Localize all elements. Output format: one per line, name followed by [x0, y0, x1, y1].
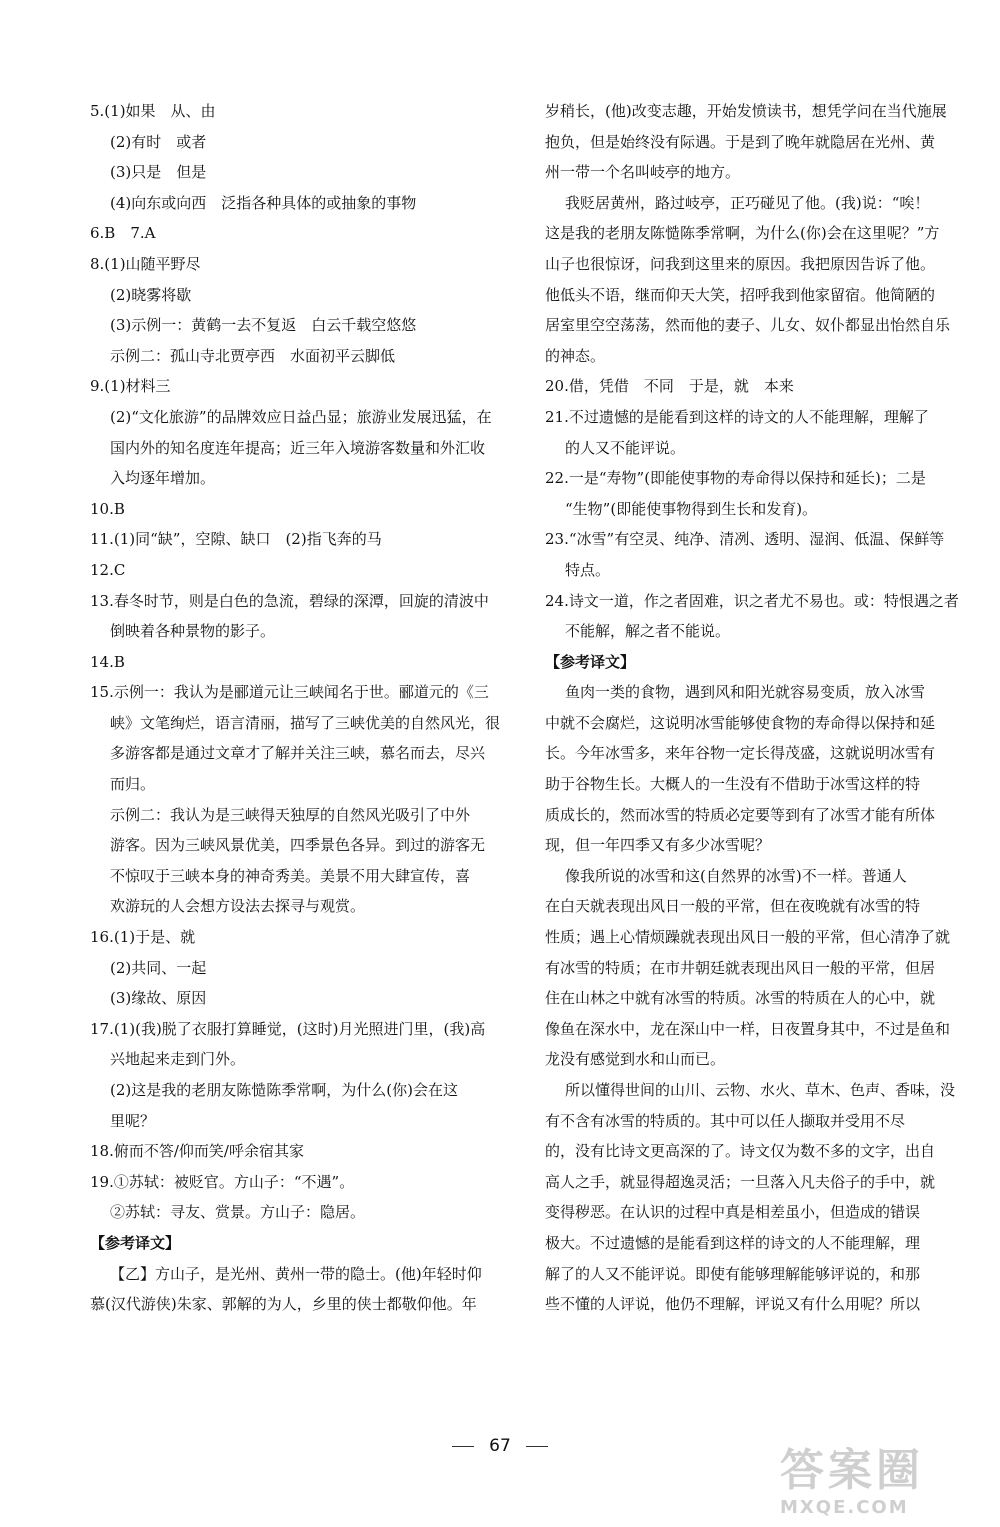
text-line: 中就不会腐烂，这说明冰雪能够使食物的寿命得以保持和延: [545, 713, 936, 732]
page-number: 67: [489, 1436, 511, 1456]
left-column: [90, 96, 520, 1320]
text-line: (2)有时 或者: [110, 132, 207, 151]
text-line: 住在山林之中就有冰雪的特质。冰雪的特质在人的心中，就: [545, 989, 936, 1008]
text-line: (3)只是 但是: [110, 163, 207, 182]
text-line: 变得秽恶。在认识的过程中真是相差虽小，但造成的错误: [545, 1203, 921, 1222]
watermark-top: 答案圈: [780, 1445, 924, 1496]
text-line: 21.不过遗憾的是能看到这样的诗文的人不能理解，理解了: [545, 407, 929, 426]
text-line: (4)向东或向西 泛指各种具体的或抽象的事物: [110, 193, 417, 212]
text-line: 州一带一个名叫岐亭的地方。: [545, 163, 741, 182]
text-line: (3)示例一：黄鹤一去不复返 白云千载空悠悠: [110, 316, 417, 335]
text-line: (3)缘故、原因: [110, 989, 207, 1008]
text-line: 示例二：我认为是三峡得天独厚的自然风光吸引了中外: [110, 805, 471, 824]
text-line: 些不懂的人评说，他仍不理解，评说又有什么用呢？所以: [545, 1295, 921, 1314]
text-line: 质成长的，然而冰雪的特质必定要等到有了冰雪才能有所体: [545, 805, 936, 824]
text-line: 24.诗文一道，作之者固难，识之者尤不易也。或：特恨遇之者: [545, 591, 959, 610]
text-line: 多游客都是通过文章才了解并关注三峡，慕名而去，尽兴: [110, 744, 486, 763]
text-line: 国内外的知名度连年提高；近三年入境游客数量和外汇收: [110, 438, 486, 457]
text-line: 像鱼在深水中，龙在深山中一样，日夜置身其中，不过是鱼和: [545, 1019, 951, 1038]
text-line: 鱼肉一类的食物，遇到风和阳光就容易变质，放入冰雪: [565, 683, 926, 702]
text-line: 龙没有感觉到水和山而已。: [545, 1050, 726, 1069]
text-line: 游客。因为三峡风景优美，四季景色各异。到过的游客无: [110, 836, 486, 855]
text-line: 12.C: [90, 560, 126, 579]
text-line: 解了的人又不能评说。即使有能够理解能够评说的，和那: [545, 1264, 921, 1283]
text-line: 峡》文笔绚烂，语言清丽，描写了三峡优美的自然风光，很: [110, 713, 501, 732]
text-line: 欢游玩的人会想方设法去探寻与观赏。: [110, 897, 366, 916]
text-line: 入均逐年增加。: [110, 469, 216, 488]
text-line: 示例二：孤山寺北贾亭西 水面初平云脚低: [110, 346, 396, 365]
text-line: (2)这是我的老朋友陈慥陈季常啊，为什么(你)会在这: [110, 1081, 458, 1099]
text-line: 极大。不过遗憾的是能看到这样的诗文的人不能理解，理: [545, 1233, 921, 1252]
text-line: 5.(1)如果 从、由: [90, 102, 216, 120]
text-line: 他低头不语，继而仰天大笑，招呼我到他家留宿。他简陋的: [545, 285, 936, 304]
text-line: (2)晓雾将歇: [110, 285, 192, 304]
text-line: 23.“冰雪”有空灵、纯净、清冽、透明、湿润、低温、保鲜等: [545, 530, 945, 549]
text-line: 高人之手，就显得超逸灵活；一旦落入凡夫俗子的手中，就: [545, 1172, 936, 1191]
text-line: (2)“文化旅游”的品牌效应日益凸显；旅游业发展迅猛，在: [110, 407, 492, 426]
text-line: 现，但一年四季又有多少冰雪呢？: [545, 836, 771, 855]
text-line: 倒映着各种景物的影子。: [110, 622, 276, 641]
section-heading: 【参考译文】: [545, 652, 636, 671]
text-line: 助于谷物生长。大概人的一生没有不借助于冰雪这样的特: [545, 775, 921, 794]
text-line: 居室里空空荡荡，然而他的妻子、儿女、奴仆都显出怡然自乐: [545, 316, 951, 335]
text-line: 20.借，凭借 不同 于是，就 本来: [545, 377, 794, 396]
text-line: 特点。: [565, 560, 611, 579]
footer-dash-left: [452, 1446, 474, 1447]
watermark-bottom: MXQE.COM: [780, 1497, 909, 1518]
text-line: 13.春冬时节，则是白色的急流，碧绿的深潭，回旋的清波中: [90, 591, 489, 610]
text-line: 的神态。: [545, 346, 606, 365]
text-line: 所以懂得世间的山川、云物、水火、草木、色声、香味，没: [565, 1081, 956, 1099]
text-line: 像我所说的冰雪和这(自然界的冰雪)不一样。普通人: [565, 866, 907, 885]
text-line: 19.①苏轼：被贬官。方山子：“不遇”。: [90, 1172, 355, 1191]
text-line: 有不含有冰雪的特质的。其中可以任人撷取并受用不尽: [545, 1111, 906, 1130]
text-line: 长。今年冰雪多，来年谷物一定长得茂盛，这就说明冰雪有: [545, 744, 936, 763]
text-line: 兴地起来走到门外。: [110, 1050, 246, 1069]
watermark-logo: [780, 1445, 990, 1525]
text-line: 9.(1)材料三: [90, 377, 171, 396]
text-line: 性质；遇上心情烦躁就表现出风日一般的平常，但心清净了就: [545, 928, 951, 947]
text-line: 17.(1)(我)脱了衣服打算睡觉，(这时)月光照进门里，(我)高: [90, 1019, 486, 1038]
right-column: [545, 96, 965, 1320]
text-line: 这是我的老朋友陈慥陈季常啊，为什么(你)会在这里呢？”方: [545, 224, 940, 243]
text-line: 在白天就表现出风日一般的平常，但在夜晚就有冰雪的特: [545, 897, 921, 916]
text-line: 18.俯而不答/仰而笑/呼余宿其家: [90, 1142, 304, 1161]
text-line: 而归。: [110, 775, 156, 794]
text-line: 15.示例一：我认为是郦道元让三峡闻名于世。郦道元的《三: [90, 683, 489, 702]
text-line: 慕(汉代游侠)朱家、郭解的为人，乡里的侠士都敬仰他。年: [90, 1295, 477, 1314]
text-line: 的，没有比诗文更高深的了。诗文仅为数不多的文字，出自: [545, 1142, 936, 1161]
text-line: 8.(1)山随平野尽: [90, 254, 201, 273]
text-line: 我贬居黄州，路过岐亭，正巧碰见了他。(我)说：“唉！: [565, 193, 930, 212]
text-line: 11.(1)同“缺”，空隙、缺口 (2)指飞奔的马: [90, 530, 382, 549]
text-line: 山子也很惊讶，问我到这里来的原因。我把原因告诉了他。: [545, 254, 936, 273]
text-line: (2)共同、一起: [110, 958, 207, 977]
text-line: ②苏轼：寻友、赏景。方山子：隐居。: [110, 1203, 366, 1222]
text-line: 里呢？: [110, 1111, 156, 1130]
text-line: 【乙】方山子，是光州、黄州一带的隐士。(他)年轻时仰: [110, 1264, 482, 1283]
text-line: “生物”(即能使事物得到生长和发育)。: [565, 499, 818, 518]
text-line: 10.B: [90, 499, 125, 518]
section-heading: 【参考译文】: [90, 1233, 181, 1252]
text-line: 抱负，但是始终没有际遇。于是到了晚年就隐居在光州、黄: [545, 132, 936, 151]
text-line: 不惊叹于三峡本身的神奇秀美。美景不用大肆宣传，喜: [110, 866, 471, 885]
text-line: 不能解，解之者不能说。: [565, 622, 731, 641]
text-line: 岁稍长，(他)改变志趣，开始发愤读书，想凭学问在当代施展: [545, 102, 947, 120]
footer-dash-right: [526, 1446, 548, 1447]
text-line: 有冰雪的特质；在市井朝廷就表现出风日一般的平常，但居: [545, 958, 936, 977]
text-line: 14.B: [90, 652, 125, 671]
text-line: 的人又不能评说。: [565, 438, 686, 457]
text-line: 6.B 7.A: [90, 224, 156, 243]
text-line: 22.一是“寿物”(即能使事物的寿命得以保持和延长)；二是: [545, 469, 926, 488]
text-line: 16.(1)于是、就: [90, 928, 196, 947]
